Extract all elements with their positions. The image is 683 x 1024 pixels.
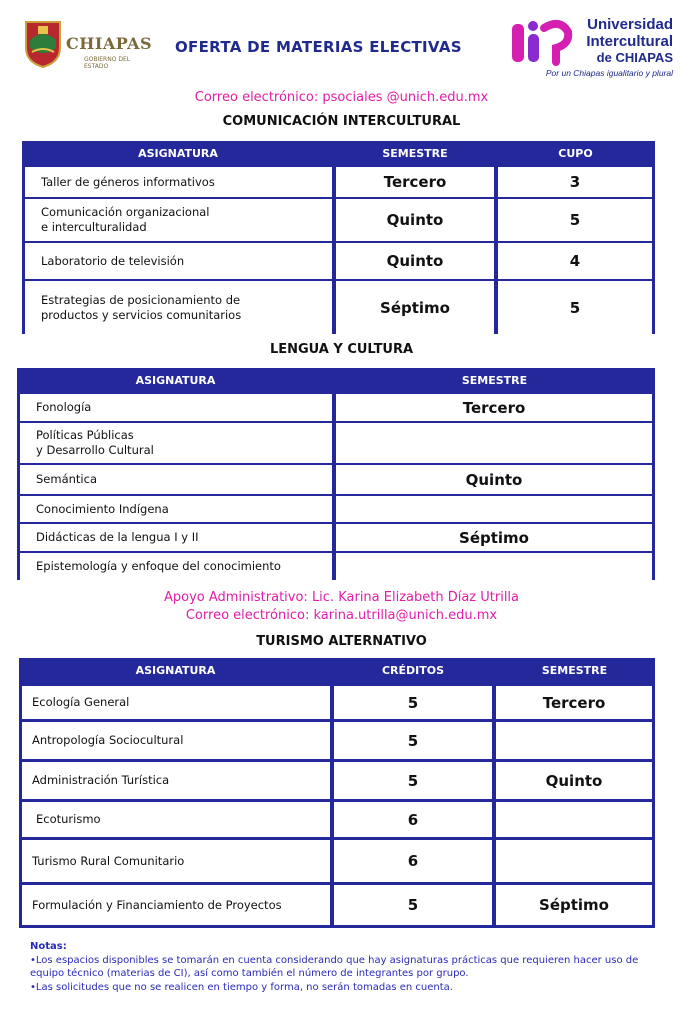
- table-row-semestre: Tercero: [336, 394, 652, 421]
- table-row-name: Comunicación organizacional e interculturalidad: [25, 199, 332, 241]
- table-lengua: [17, 368, 655, 580]
- table-row-semestre: [336, 423, 652, 463]
- table-row-semestre: Quinto: [336, 465, 652, 494]
- table-row-cupo: 5: [498, 281, 652, 334]
- contact-email-2: Correo electrónico: karina.utrilla@unich.edu.mx: [185, 608, 498, 623]
- table-row-cupo: 5: [498, 199, 652, 241]
- gov-logo-subtext: GOBIERNO DEL ESTADO: [84, 56, 131, 70]
- table-row-semestre: Séptimo: [496, 885, 652, 925]
- note-item: •Las solicitudes que no se realicen en tiempo y forma, no serán tomadas en cuenta.: [30, 981, 453, 993]
- header-creditos: CRÉDITOS: [381, 663, 445, 677]
- notes-block: [30, 940, 650, 994]
- table-row-name: Estrategias de posicionamiento de productos y servicios comunitarios: [25, 281, 332, 334]
- chiapas-shield-icon: [24, 18, 62, 68]
- table-row-semestre: Tercero: [336, 167, 494, 197]
- contact-email-1: Correo electrónico: psociales @unich.edu.mx: [194, 90, 489, 105]
- table-row-semestre: Tercero: [496, 686, 652, 719]
- table-row-name: Didácticas de la lengua I y II: [20, 524, 332, 551]
- section-title-comunicacion: COMUNICACIÓN INTERCULTURAL: [222, 114, 461, 129]
- table-turismo: [19, 658, 655, 928]
- table-row-name: Epistemología y enfoque del conocimiento: [20, 553, 332, 580]
- table-row-semestre: Quinto: [336, 199, 494, 241]
- table-row-name: Formulación y Financiamiento de Proyectos: [22, 885, 330, 925]
- section-title-turismo: TURISMO ALTERNATIVO: [256, 634, 427, 649]
- table-row-semestre: [336, 553, 652, 580]
- table-row-name: Conocimiento Indígena: [20, 496, 332, 522]
- header-asignatura: ASIGNATURA: [138, 146, 218, 160]
- header-asignatura: ASIGNATURA: [135, 663, 216, 677]
- uni-name-line2: Intercultural: [586, 33, 673, 50]
- table-row-semestre: Séptimo: [336, 524, 652, 551]
- table-row-name: Semántica: [20, 465, 332, 494]
- header-semestre: SEMESTRE: [461, 373, 528, 387]
- table-row-name: Antropología Sociocultural: [22, 722, 330, 759]
- table-row-cupo: 3: [498, 167, 652, 197]
- table-row-name: Administración Turística: [22, 762, 330, 799]
- table-row-creditos: 5: [334, 722, 492, 759]
- table-comunicacion: [22, 141, 655, 334]
- table-row-creditos: 5: [334, 762, 492, 799]
- unich-logo: [508, 16, 673, 80]
- gov-logo-text: CHIAPAS: [66, 34, 153, 53]
- table-row-semestre: Quinto: [496, 762, 652, 799]
- unich-emblem-icon: [510, 18, 574, 68]
- uni-name-line3: de CHIAPAS: [596, 50, 673, 65]
- header-semestre: SEMESTRE: [382, 146, 448, 160]
- uni-name-line1: Universidad: [587, 16, 673, 33]
- table-row-creditos: 5: [334, 885, 492, 925]
- table-row-name: Ecoturismo: [22, 802, 330, 837]
- table-row-semestre: Séptimo: [336, 281, 494, 334]
- uni-tagline: Por un Chiapas igualitario y plural: [545, 68, 673, 78]
- table-row-semestre: [336, 496, 652, 522]
- table-row-name: Turismo Rural Comunitario: [22, 840, 330, 882]
- table-row-cupo: 4: [498, 243, 652, 279]
- table-row-name: Ecología General: [22, 686, 330, 719]
- header-asignatura: ASIGNATURA: [135, 373, 216, 387]
- table-row-semestre: Quinto: [336, 243, 494, 279]
- table-row-creditos: 5: [334, 686, 492, 719]
- page-title: OFERTA DE MATERIAS ELECTIVAS: [175, 38, 462, 56]
- header-cupo: CUPO: [558, 146, 593, 160]
- gobierno-chiapas-logo: [24, 18, 154, 76]
- table-row-name: Fonología: [20, 394, 332, 421]
- note-item: •Los espacios disponibles se tomarán en cuenta considerando que hay asignaturas prácticas que requieren hacer uso de equipo técnico (materias de CI), así como también el número de integrantes por grupo.: [30, 954, 639, 979]
- table-row-creditos: 6: [334, 840, 492, 882]
- table-row-name: Políticas Públicas y Desarrollo Cultural: [20, 423, 332, 463]
- table-row-semestre: [496, 802, 652, 837]
- table-row-semestre: [496, 722, 652, 759]
- admin-support-contact: Apoyo Administrativo: Lic. Karina Elizabeth Díaz Utrilla: [163, 590, 520, 605]
- table-row-semestre: [496, 840, 652, 882]
- table-row-name: Taller de géneros informativos: [25, 167, 332, 197]
- section-title-lengua: LENGUA Y CULTURA: [269, 342, 414, 357]
- header-semestre: SEMESTRE: [541, 663, 608, 677]
- table-row-creditos: 6: [334, 802, 492, 837]
- table-row-name: Laboratorio de televisión: [25, 243, 332, 279]
- notes-title: Notas:: [30, 941, 67, 952]
